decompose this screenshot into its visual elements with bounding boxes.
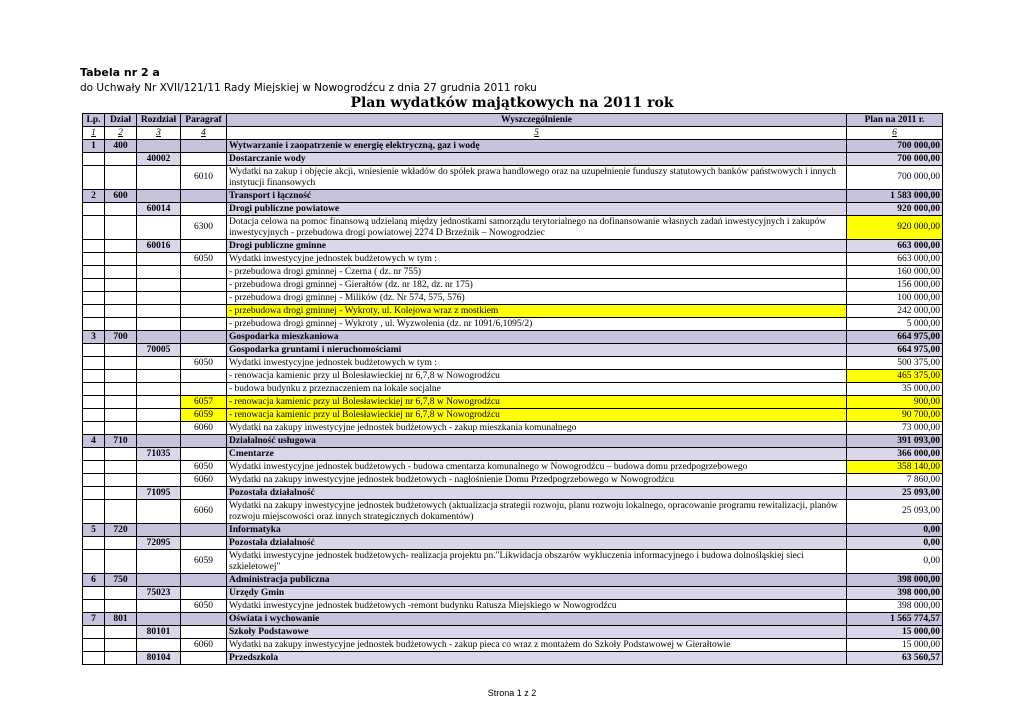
table-row xyxy=(83,266,943,279)
cell-rozdzial xyxy=(137,524,181,537)
cell-dzial xyxy=(105,422,137,435)
table-row xyxy=(83,383,943,396)
cell-dzial xyxy=(105,318,137,331)
cell-plan: 664 975,00 xyxy=(847,331,943,344)
cell-lp xyxy=(83,600,105,613)
col-number: 4 xyxy=(181,127,227,140)
cell-lp xyxy=(83,266,105,279)
cell-plan: 398 000,00 xyxy=(847,574,943,587)
cell-lp xyxy=(83,448,105,461)
cell-lp xyxy=(83,318,105,331)
cell-dzial xyxy=(105,409,137,422)
cell-lp xyxy=(83,550,105,574)
table-row xyxy=(83,639,943,652)
cell-lp xyxy=(83,203,105,216)
cell-rozdzial xyxy=(137,279,181,292)
cell-dzial xyxy=(105,448,137,461)
cell-dzial: 400 xyxy=(105,140,137,153)
cell-lp xyxy=(83,626,105,639)
cell-paragraf: 6050 xyxy=(181,600,227,613)
table-row xyxy=(83,474,943,487)
cell-paragraf xyxy=(181,140,227,153)
cell-plan: 358 140,00 xyxy=(847,461,943,474)
cell-rozdzial xyxy=(137,422,181,435)
cell-description: Przedszkola xyxy=(227,652,847,665)
cell-rozdzial xyxy=(137,383,181,396)
cell-rozdzial xyxy=(137,613,181,626)
cell-description: Dotacja celowa na pomoc finansową udzielaną między jednostkami samorządu terytorialnego na dofinansowanie własnych zadań inwestycyjnych i zakupów inwestycyjnych - przebudowa drogi powiatowej 2274 D Brzeźnik – Nowogrodziec xyxy=(227,216,847,240)
cell-dzial xyxy=(105,344,137,357)
cell-rozdzial xyxy=(137,318,181,331)
cell-description: - przebudowa drogi gminnej - Milików (dz. Nr 574, 575, 576) xyxy=(227,292,847,305)
cell-lp xyxy=(83,409,105,422)
page-title: Plan wydatków majątkowych na 2011 rok xyxy=(350,95,674,111)
cell-paragraf: 6059 xyxy=(181,409,227,422)
cell-dzial xyxy=(105,370,137,383)
cell-description: Transport i łączność xyxy=(227,190,847,203)
cell-dzial xyxy=(105,153,137,166)
cell-lp xyxy=(83,279,105,292)
cell-plan: 700 000,00 xyxy=(847,140,943,153)
cell-rozdzial xyxy=(137,305,181,318)
cell-rozdzial xyxy=(137,370,181,383)
cell-description: - budowa budynku z przeznaczeniem na lokale socjalne xyxy=(227,383,847,396)
col-number: 5 xyxy=(227,127,847,140)
subsection-row xyxy=(83,240,943,253)
table-row xyxy=(83,305,943,318)
cell-plan: 1 583 000,00 xyxy=(847,190,943,203)
cell-lp xyxy=(83,383,105,396)
cell-description: - renowacja kamienic przy ul Bolesławieckiej nr 6,7,8 w Nowogrodźcu xyxy=(227,370,847,383)
col-header-description: Wyszczególnienie xyxy=(227,114,847,127)
cell-description: Wydatki na zakupy inwestycyjne jednostek budżetowych - nagłośnienie Domu Przedpogrzebowego w Nowogrodźcu xyxy=(227,474,847,487)
cell-paragraf xyxy=(181,626,227,639)
cell-description: Administracja publiczna xyxy=(227,574,847,587)
cell-plan: 0,00 xyxy=(847,524,943,537)
table-row xyxy=(83,318,943,331)
cell-dzial xyxy=(105,266,137,279)
cell-dzial xyxy=(105,461,137,474)
cell-lp: 2 xyxy=(83,190,105,203)
cell-plan: 391 093,00 xyxy=(847,435,943,448)
cell-rozdzial xyxy=(137,190,181,203)
cell-paragraf: 6059 xyxy=(181,550,227,574)
cell-rozdzial xyxy=(137,253,181,266)
cell-plan: 0,00 xyxy=(847,550,943,574)
cell-dzial xyxy=(105,487,137,500)
cell-plan: 15 000,00 xyxy=(847,626,943,639)
cell-rozdzial xyxy=(137,474,181,487)
cell-paragraf xyxy=(181,240,227,253)
cell-rozdzial xyxy=(137,140,181,153)
cell-plan: 0,00 xyxy=(847,537,943,550)
cell-lp xyxy=(83,396,105,409)
cell-rozdzial: 40002 xyxy=(137,153,181,166)
cell-description: Dostarczanie wody xyxy=(227,153,847,166)
cell-plan: 160 000,00 xyxy=(847,266,943,279)
cell-rozdzial xyxy=(137,266,181,279)
cell-rozdzial xyxy=(137,639,181,652)
section-row xyxy=(83,574,943,587)
cell-rozdzial xyxy=(137,600,181,613)
cell-dzial xyxy=(105,166,137,190)
cell-description: - renowacja kamienic przy ul Bolesławieckiej nr 6,7,8 w Nowogrodźcu xyxy=(227,409,847,422)
cell-lp xyxy=(83,652,105,665)
cell-description: Gospodarka mieszkaniowa xyxy=(227,331,847,344)
col-header-lp: Lp. xyxy=(83,114,105,127)
cell-paragraf xyxy=(181,331,227,344)
cell-description: Urzędy Gmin xyxy=(227,587,847,600)
cell-plan: 700 000,00 xyxy=(847,166,943,190)
cell-plan: 242 000,00 xyxy=(847,305,943,318)
cell-dzial xyxy=(105,550,137,574)
cell-plan: 663 000,00 xyxy=(847,253,943,266)
section-row xyxy=(83,613,943,626)
subsection-row xyxy=(83,652,943,665)
cell-lp xyxy=(83,305,105,318)
cell-plan: 398 000,00 xyxy=(847,587,943,600)
cell-lp xyxy=(83,537,105,550)
cell-lp xyxy=(83,487,105,500)
cell-rozdzial xyxy=(137,357,181,370)
cell-paragraf: 6060 xyxy=(181,422,227,435)
table-row xyxy=(83,409,943,422)
cell-plan: 25 093,00 xyxy=(847,500,943,524)
cell-dzial xyxy=(105,652,137,665)
cell-paragraf xyxy=(181,652,227,665)
cell-paragraf xyxy=(181,305,227,318)
cell-lp: 3 xyxy=(83,331,105,344)
cell-lp xyxy=(83,153,105,166)
cell-description: Wydatki na zakupy inwestycyjne jednostek budżetowych - zakup pieca co wraz z montażem do Szkoły Podstawowej w Gierałtowie xyxy=(227,639,847,652)
cell-rozdzial xyxy=(137,331,181,344)
cell-paragraf xyxy=(181,203,227,216)
cell-rozdzial xyxy=(137,166,181,190)
cell-dzial xyxy=(105,216,137,240)
cell-dzial xyxy=(105,253,137,266)
table-number: Tabela nr 2 a xyxy=(80,66,160,79)
cell-dzial xyxy=(105,500,137,524)
cell-description: Informatyka xyxy=(227,524,847,537)
cell-description: Wydatki na zakup i objęcie akcji, wniesienie wkładów do spółek prawa handlowego oraz na uzupełnienie funduszy statutowych banków państwowych i innych instytucji finansowych xyxy=(227,166,847,190)
cell-lp: 1 xyxy=(83,140,105,153)
cell-paragraf xyxy=(181,448,227,461)
cell-description: - przebudowa drogi gminnej - Wykroty , ul. Wyzwolenia (dz. nr 1091/6,1095/2) xyxy=(227,318,847,331)
cell-dzial: 720 xyxy=(105,524,137,537)
cell-paragraf xyxy=(181,292,227,305)
cell-description: Gospodarka gruntami i nieruchomościami xyxy=(227,344,847,357)
section-row xyxy=(83,524,943,537)
cell-plan: 920 000,00 xyxy=(847,216,943,240)
cell-dzial xyxy=(105,383,137,396)
cell-lp xyxy=(83,370,105,383)
table-header-row xyxy=(83,114,943,127)
subsection-row xyxy=(83,487,943,500)
cell-plan: 73 000,00 xyxy=(847,422,943,435)
table-row xyxy=(83,357,943,370)
cell-paragraf xyxy=(181,266,227,279)
cell-paragraf xyxy=(181,613,227,626)
cell-rozdzial xyxy=(137,409,181,422)
cell-description: Wydatki inwestycyjne jednostek budżetowych w tym : xyxy=(227,253,847,266)
cell-dzial xyxy=(105,537,137,550)
cell-paragraf: 6060 xyxy=(181,474,227,487)
cell-rozdzial: 60014 xyxy=(137,203,181,216)
cell-lp: 4 xyxy=(83,435,105,448)
subsection-row xyxy=(83,587,943,600)
cell-lp xyxy=(83,474,105,487)
cell-paragraf xyxy=(181,153,227,166)
cell-paragraf: 6050 xyxy=(181,461,227,474)
section-row xyxy=(83,331,943,344)
cell-lp xyxy=(83,253,105,266)
cell-paragraf xyxy=(181,190,227,203)
table-row xyxy=(83,292,943,305)
cell-dzial xyxy=(105,396,137,409)
cell-plan: 465 375,00 xyxy=(847,370,943,383)
cell-rozdzial xyxy=(137,574,181,587)
cell-paragraf xyxy=(181,370,227,383)
table-row xyxy=(83,422,943,435)
cell-lp xyxy=(83,166,105,190)
cell-plan: 156 000,00 xyxy=(847,279,943,292)
cell-description: Wydatki inwestycyjne jednostek budżetowych- realizacja projektu pn."Likwidacja obszarów wykluczenia informacyjnego i budowa dolnośląskiej sieci szkieletowej" xyxy=(227,550,847,574)
cell-description: Wydatki inwestycyjne jednostek budżetowych - budowa cmentarza komunalnego w Nowogrodźcu – budowa domu przedpogrzebowego xyxy=(227,461,847,474)
cell-description: Wydatki na zakupy inwestycyjne jednostek budżetowych - zakup mieszkania komunalnego xyxy=(227,422,847,435)
cell-description: Wydatki inwestycyjne jednostek budżetowych w tym : xyxy=(227,357,847,370)
cell-dzial xyxy=(105,600,137,613)
cell-description: - renowacja kamienic przy ul Bolesławieckiej nr 6,7,8 w Nowogrodźcu xyxy=(227,396,847,409)
cell-plan: 700 000,00 xyxy=(847,153,943,166)
cell-paragraf xyxy=(181,524,227,537)
cell-dzial xyxy=(105,292,137,305)
cell-lp: 5 xyxy=(83,524,105,537)
subsection-row xyxy=(83,537,943,550)
section-row xyxy=(83,435,943,448)
col-header-dzial: Dział xyxy=(105,114,137,127)
cell-plan: 366 000,00 xyxy=(847,448,943,461)
cell-lp xyxy=(83,344,105,357)
cell-plan: 15 000,00 xyxy=(847,639,943,652)
table-row xyxy=(83,166,943,190)
cell-description: Drogi publiczne gminne xyxy=(227,240,847,253)
cell-lp: 6 xyxy=(83,574,105,587)
cell-description: Szkoły Podstawowe xyxy=(227,626,847,639)
table-row xyxy=(83,461,943,474)
cell-plan: 1 565 774,57 xyxy=(847,613,943,626)
cell-paragraf xyxy=(181,574,227,587)
cell-rozdzial: 80101 xyxy=(137,626,181,639)
cell-dzial xyxy=(105,474,137,487)
cell-description: Cmentarze xyxy=(227,448,847,461)
cell-dzial: 801 xyxy=(105,613,137,626)
cell-dzial: 700 xyxy=(105,331,137,344)
cell-rozdzial: 72095 xyxy=(137,537,181,550)
cell-rozdzial xyxy=(137,216,181,240)
cell-rozdzial xyxy=(137,435,181,448)
cell-lp xyxy=(83,240,105,253)
col-number: 3 xyxy=(137,127,181,140)
cell-plan: 100 000,00 xyxy=(847,292,943,305)
table-row xyxy=(83,279,943,292)
cell-lp xyxy=(83,500,105,524)
cell-paragraf xyxy=(181,587,227,600)
table-row xyxy=(83,253,943,266)
cell-dzial xyxy=(105,203,137,216)
cell-paragraf: 6057 xyxy=(181,396,227,409)
cell-paragraf: 6300 xyxy=(181,216,227,240)
cell-paragraf: 6050 xyxy=(181,253,227,266)
cell-description: Pozostała działalność xyxy=(227,537,847,550)
cell-plan: 398 000,00 xyxy=(847,600,943,613)
cell-plan: 663 000,00 xyxy=(847,240,943,253)
cell-lp xyxy=(83,639,105,652)
section-row xyxy=(83,190,943,203)
table-row xyxy=(83,600,943,613)
cell-description: Oświata i wychowanie xyxy=(227,613,847,626)
cell-description: Drogi publiczne powiatowe xyxy=(227,203,847,216)
cell-rozdzial xyxy=(137,461,181,474)
section-row xyxy=(83,140,943,153)
subsection-row xyxy=(83,203,943,216)
cell-rozdzial: 70005 xyxy=(137,344,181,357)
cell-rozdzial xyxy=(137,550,181,574)
col-header-rozdzial: Rozdział xyxy=(137,114,181,127)
cell-rozdzial: 71035 xyxy=(137,448,181,461)
cell-paragraf xyxy=(181,318,227,331)
cell-rozdzial xyxy=(137,292,181,305)
col-number: 2 xyxy=(105,127,137,140)
cell-description: Pozostała działalność xyxy=(227,487,847,500)
cell-dzial xyxy=(105,639,137,652)
cell-dzial: 750 xyxy=(105,574,137,587)
resolution-reference: do Uchwały Nr XVII/121/11 Rady Miejskiej w Nowogrodźcu z dnia 27 grudnia 2011 roku xyxy=(80,82,537,94)
cell-paragraf xyxy=(181,279,227,292)
cell-plan: 7 860,00 xyxy=(847,474,943,487)
cell-dzial: 600 xyxy=(105,190,137,203)
table-row xyxy=(83,216,943,240)
page-footer: Strona 1 z 2 xyxy=(487,688,537,698)
cell-description: Wytwarzanie i zaopatrzenie w energię elektryczną, gaz i wodę xyxy=(227,140,847,153)
cell-lp: 7 xyxy=(83,613,105,626)
cell-rozdzial: 75023 xyxy=(137,587,181,600)
column-number-row xyxy=(83,127,943,140)
cell-paragraf xyxy=(181,344,227,357)
table-row xyxy=(83,500,943,524)
table-row xyxy=(83,396,943,409)
cell-plan: 90 700,00 xyxy=(847,409,943,422)
col-header-plan: Plan na 2011 r. xyxy=(847,114,943,127)
cell-paragraf: 6050 xyxy=(181,357,227,370)
table-row xyxy=(83,370,943,383)
cell-dzial xyxy=(105,626,137,639)
cell-paragraf: 6010 xyxy=(181,166,227,190)
cell-plan: 35 000,00 xyxy=(847,383,943,396)
cell-rozdzial: 60016 xyxy=(137,240,181,253)
cell-paragraf xyxy=(181,383,227,396)
cell-paragraf xyxy=(181,537,227,550)
cell-lp xyxy=(83,216,105,240)
col-number: 1 xyxy=(83,127,105,140)
table-row xyxy=(83,550,943,574)
cell-description: Wydatki na zakupy inwestycyjne jednostek budżetowych (aktualizacja strategii rozwoju, planu rozwoju lokalnego, opracowanie programu rewitalizacji, planów rozwoju miejscowości oraz innych strategicznych dokumentów) xyxy=(227,500,847,524)
cell-lp xyxy=(83,422,105,435)
cell-dzial: 710 xyxy=(105,435,137,448)
cell-lp xyxy=(83,461,105,474)
cell-paragraf xyxy=(181,435,227,448)
cell-rozdzial: 80104 xyxy=(137,652,181,665)
col-header-paragraf: Paragraf xyxy=(181,114,227,127)
cell-dzial xyxy=(105,357,137,370)
cell-lp xyxy=(83,292,105,305)
cell-plan: 5 000,00 xyxy=(847,318,943,331)
cell-plan: 920 000,00 xyxy=(847,203,943,216)
cell-plan: 25 093,00 xyxy=(847,487,943,500)
cell-plan: 500 375,00 xyxy=(847,357,943,370)
cell-description: Wydatki inwestycyjne jednostek budżetowych -remont budynku Ratusza Miejskiego w Nowogrodźcu xyxy=(227,600,847,613)
cell-description: - przebudowa drogi gminnej - Gierałtów (dz. nr 182, dz. nr 175) xyxy=(227,279,847,292)
expenditure-table xyxy=(82,113,943,665)
subsection-row xyxy=(83,344,943,357)
cell-rozdzial xyxy=(137,396,181,409)
cell-dzial xyxy=(105,587,137,600)
cell-lp xyxy=(83,587,105,600)
cell-description: Działalność usługowa xyxy=(227,435,847,448)
cell-dzial xyxy=(105,279,137,292)
subsection-row xyxy=(83,448,943,461)
cell-dzial xyxy=(105,305,137,318)
cell-plan: 63 560,57 xyxy=(847,652,943,665)
subsection-row xyxy=(83,153,943,166)
cell-paragraf: 6060 xyxy=(181,639,227,652)
cell-rozdzial xyxy=(137,500,181,524)
cell-plan: 664 975,00 xyxy=(847,344,943,357)
cell-plan: 900,00 xyxy=(847,396,943,409)
cell-description: - przebudowa drogi gminnej - Czerna ( dz. nr 755) xyxy=(227,266,847,279)
cell-description: - przebudowa drogi gminnej - Wykroty, ul. Kolejowa wraz z mostkiem xyxy=(227,305,847,318)
cell-paragraf xyxy=(181,487,227,500)
cell-rozdzial: 71095 xyxy=(137,487,181,500)
col-number: 6 xyxy=(847,127,943,140)
cell-lp xyxy=(83,357,105,370)
cell-paragraf: 6060 xyxy=(181,500,227,524)
subsection-row xyxy=(83,626,943,639)
cell-dzial xyxy=(105,240,137,253)
